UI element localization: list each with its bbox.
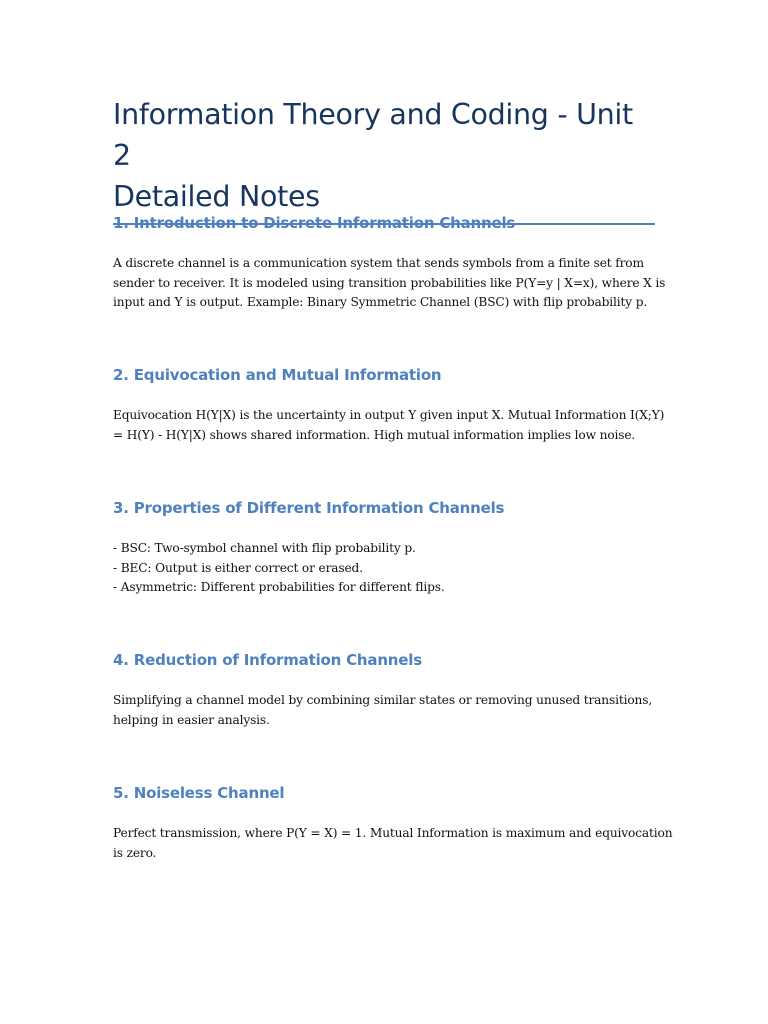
body-line: Equivocation H(Y|X) is the uncertainty in output Y given input X. Mutual Information I(X;Y) (113, 408, 665, 422)
body-line: Perfect transmission, where P(Y = X) = 1. Mutual Information is maximum and equivocation (113, 826, 673, 840)
body-line: A discrete channel is a communication system that sends symbols from a finite set from (113, 256, 644, 270)
section-equivocation (113, 364, 665, 445)
body-line: - Asymmetric: Different probabilities for different flips. (113, 580, 445, 594)
section-reduction (113, 649, 658, 730)
section-introduction (113, 212, 666, 313)
document-title-line: Detailed Notes (113, 180, 320, 213)
body-line: input and Y is output. Example: Binary Symmetric Channel (BSC) with flip probability p. (113, 295, 648, 309)
section-body (113, 824, 673, 863)
document-title-line: Information Theory and Coding - Unit 2 (113, 98, 633, 172)
section-heading: 3. Properties of Different Information Channels (113, 499, 505, 517)
document-page (113, 94, 658, 225)
body-line: Simplifying a channel model by combining similar states or removing unused transitions, (113, 693, 653, 707)
body-line: - BSC: Two-symbol channel with flip probability p. (113, 541, 416, 555)
section-heading: 4. Reduction of Information Channels (113, 651, 422, 669)
body-line: is zero. (113, 845, 157, 860)
section-body (113, 539, 658, 598)
document-title (113, 94, 658, 217)
section-properties (113, 497, 658, 598)
body-line: sender to receiver. It is modeled using transition probabilities like P(Y=y | X=x), where X is (113, 275, 666, 290)
section-body (113, 406, 665, 445)
body-line: - BEC: Output is either correct or erased. (113, 560, 363, 575)
section-body (113, 691, 658, 730)
body-line: helping in easier analysis. (113, 712, 270, 727)
body-line: = H(Y) - H(Y|X) shows shared information. High mutual information implies low noise. (113, 427, 636, 442)
section-body (113, 254, 666, 313)
section-heading: 5. Noiseless Channel (113, 784, 285, 802)
section-heading: 2. Equivocation and Mutual Information (113, 366, 442, 384)
section-heading: 1. Introduction to Discrete Information Channels (113, 214, 516, 232)
section-noiseless (113, 782, 673, 863)
